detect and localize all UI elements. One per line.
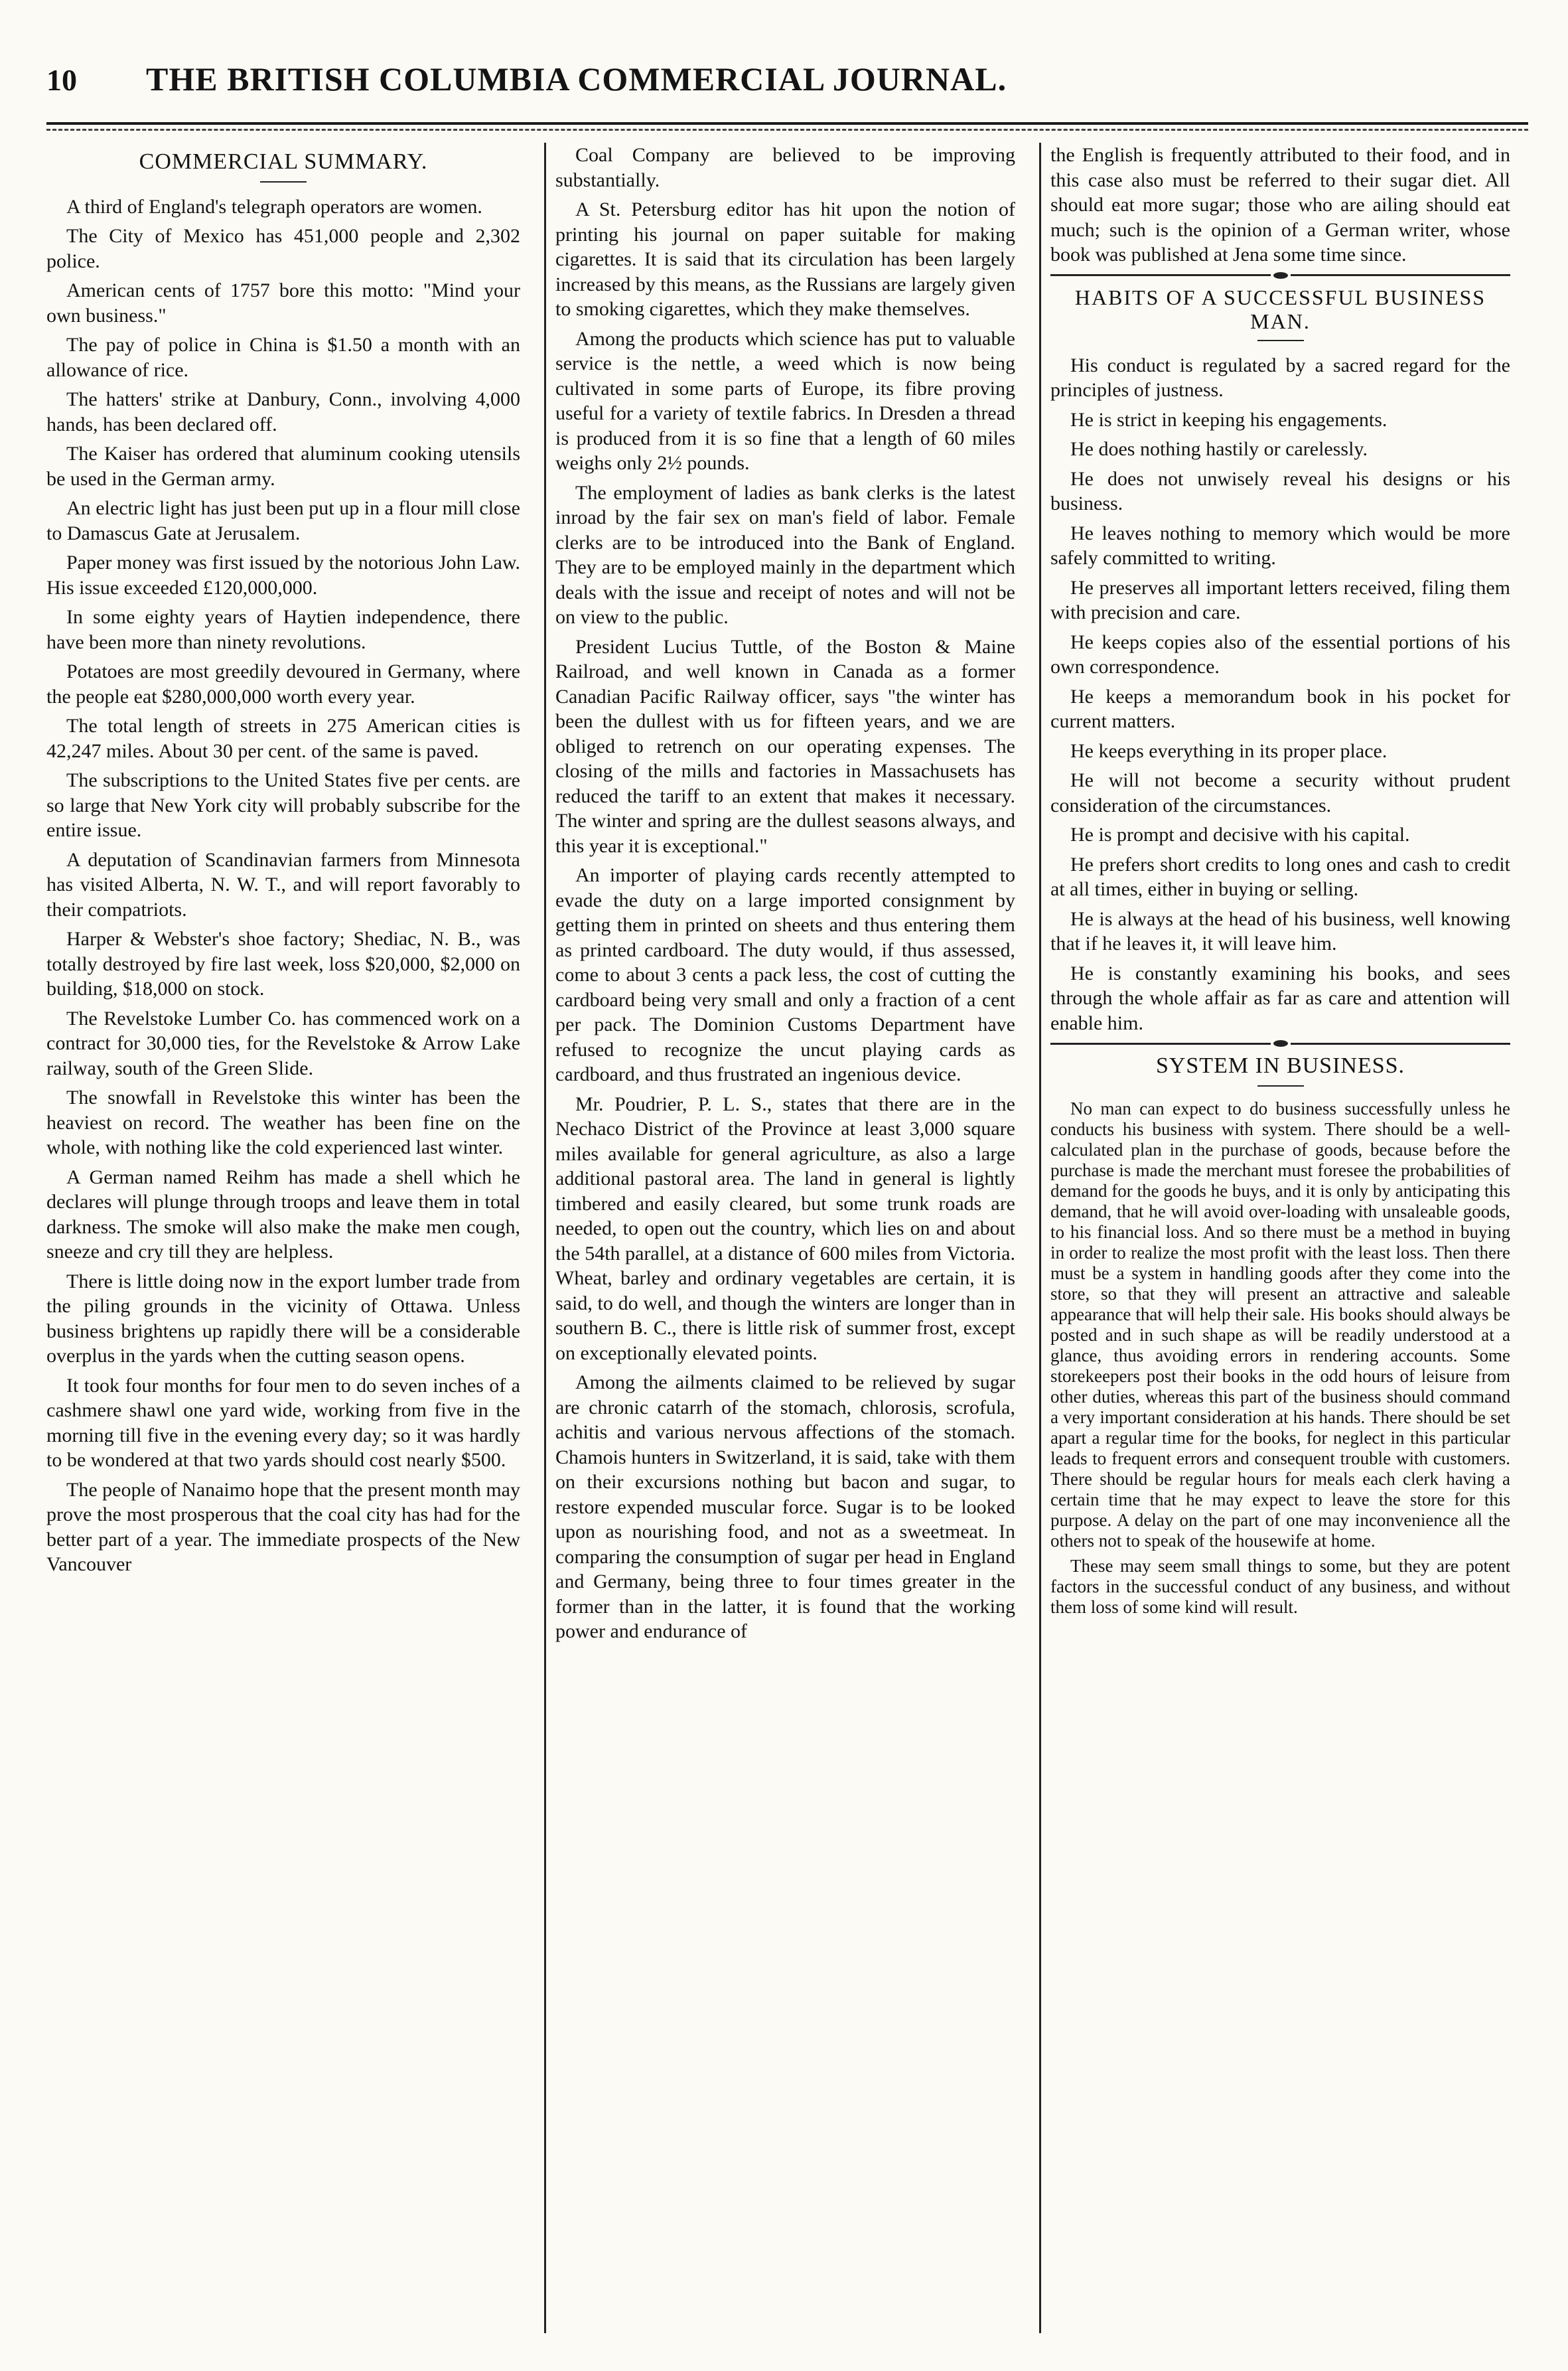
paragraph: He leaves nothing to memory which would be more safely committed to writing. bbox=[1050, 522, 1510, 569]
paragraph: The people of Nanaimo hope that the present month may prove the most prosperous that the coal city has had for the better part of a year. The immediate prospects of the New Vancouver bbox=[46, 1478, 520, 1575]
page-header bbox=[46, 60, 1528, 112]
header-rule bbox=[46, 122, 1528, 125]
paragraph: A German named Reihm has made a shell which he declares will plunge through troops and leave them in total darkness. The smoke will also make the make men cough, sneeze and cry till they are helpless. bbox=[46, 1166, 520, 1262]
column-3 bbox=[1039, 143, 1514, 2333]
page-number: 10 bbox=[46, 63, 77, 97]
heading-rule bbox=[260, 181, 307, 183]
paragraph: An electric light has just been put up in a flour mill close to Damascus Gate at Jerusalem. bbox=[46, 497, 520, 544]
paragraph: He is constantly examining his books, and sees through the whole affair as far as care and attention will enable him. bbox=[1050, 962, 1510, 1034]
paragraph: The Revelstoke Lumber Co. has commenced work on a contract for 30,000 ties, for the Revelstoke & Arrow Lake railway, south of the Green Slide. bbox=[46, 1007, 520, 1079]
paragraph: In some eighty years of Haytien independence, there have been more than ninety revolutions. bbox=[46, 606, 520, 653]
paragraph: The employment of ladies as bank clerks is the latest inroad by the fair sex on man's field of labor. Female clerks are to be introduced into the Bank of England. They are to be employed mainly in the department which deals with the issue and receipt of notes and will not be on view to the public. bbox=[555, 481, 1015, 628]
journal-title: THE BRITISH COLUMBIA COMMERCIAL JOURNAL. bbox=[146, 60, 1007, 98]
paragraph: The total length of streets in 275 American cities is 42,247 miles. About 30 per cent. of the same is paved. bbox=[46, 715, 520, 762]
paragraph: Among the ailments claimed to be relieved by sugar are chronic catarrh of the stomach, chlorosis, scrofula, achitis and various nervous affections of the stomach. Chamois hunters in Switzerland, it is said, take with them on their excursions nothing but bacon and sugar, to restore expended muscular force. Sugar is to be looked upon as nourishing food, and not as a sweetmeat. In comparing the consumption of sugar per head in England and Germany, being three to four times greater in the former than in the latter, it is found that the working power and endurance of bbox=[555, 1371, 1015, 1642]
commercial-summary-heading: COMMERCIAL SUMMARY. bbox=[139, 149, 428, 174]
habits-heading: HABITS OF A SUCCESSFUL BUSINESS MAN. bbox=[1074, 285, 1486, 333]
paragraph: He keeps a memorandum book in his pocket for current matters. bbox=[1050, 685, 1510, 732]
paragraph: The City of Mexico has 451,000 people and 2,302 police. bbox=[46, 225, 520, 272]
commercial-summary-items bbox=[46, 194, 520, 1577]
paragraph: The Kaiser has ordered that aluminum cooking utensils be used in the German army. bbox=[46, 443, 520, 490]
paragraph: An importer of playing cards recently attempted to evade the duty on a large imported consignment by getting them in printed on sheets and thus entering them as printed cardboard. The duty would, if thus assessed, come to about 3 cents a pack less, the cost of cutting the cardboard being very small and only a fraction of a cent per pack. The Dominion Customs Department have refused to recognize the uncut playing cards as cardboard, and thus frustrated an ingenious device. bbox=[555, 864, 1015, 1085]
paragraph: American cents of 1757 bore this motto: "Mind your own business." bbox=[46, 279, 520, 327]
system-heading: SYSTEM IN BUSINESS. bbox=[1155, 1053, 1405, 1078]
paragraph: Harper & Webster's shoe factory; Shediac, N. B., was totally destroyed by fire last week, loss $20,000, $2,000 on building, $18,000 on stock. bbox=[46, 928, 520, 1000]
heading-rule bbox=[1257, 1085, 1304, 1087]
system-items bbox=[1050, 1099, 1510, 1618]
heading-rule bbox=[1257, 340, 1304, 341]
paragraph: These may seem small things to some, but they are potent factors in the successful conduct of any business, and without them loss of some kind will result. bbox=[1050, 1555, 1510, 1617]
paragraph: Paper money was first issued by the notorious John Law. His issue exceeded £120,000,000. bbox=[46, 552, 520, 599]
paragraph: A third of England's telegraph operators are women. bbox=[66, 195, 482, 218]
paragraph: He is prompt and decisive with his capital. bbox=[1070, 824, 1410, 846]
section-divider bbox=[1050, 272, 1510, 279]
paragraph: He is always at the head of his business, well knowing that if he leaves it, it will leave him. bbox=[1050, 907, 1510, 955]
paragraph: A St. Petersburg editor has hit upon the notion of printing his journal on paper suitable for making cigarettes. It is said that its circulation has been largely increased by this means, as the Russians are largely given to smoking cigarettes, which they make themselves. bbox=[555, 198, 1015, 320]
paragraph: No man can expect to do business successfully unless he conducts his business with system. There should be a well-calculated plan in the purchase of goods, because before the purchase is made the merchant must foresee the probabilities of demand for the goods he buys, and it is only by anticipating this demand, that he will avoid over-loading with unsaleable goods, to his financial loss. And so there must be a method in buying in order to realize the most profit with the least loss. Then there must be a system in handling goods after they come into the store, so that they will present an attractive and saleable appearance that will help their sale. His books should always be posted and in such shape as will be readily understood at a glance, thus avoiding errors in rendering accounts. Some storekeepers post their books in the odd hours of leisure from other duties, whereas this part of the business should command a very important consideration at his hands. There should be set apart a regular time for the books, for neglect in this particular leads to frequent errors and consequent trouble with customers. There should be regular hours for meals each clerk having a certain time that he may expect to leave the store for this purpose. A delay on the part of one may inconvenience all the others not to speak of the housewife at home. bbox=[1050, 1098, 1510, 1551]
section-divider bbox=[1050, 1040, 1510, 1047]
paragraph: Potatoes are most greedily devoured in Germany, where the people eat $280,000,000 worth every year. bbox=[46, 660, 520, 708]
paragraph: Among the products which science has put to valuable service is the nettle, a weed which is now being cultivated in some parts of Europe, its fibre proving useful for a variety of textile fabrics. In Dresden a thread is produced from it is so fine that a length of 60 miles weighs only 2½ pounds. bbox=[555, 327, 1015, 474]
paragraph: It took four months for four men to do seven inches of a cashmere shawl one yard wide, working from five in the morning till five in the evening every day; so it was hardly to be wondered at that two yards should cost nearly $500. bbox=[46, 1374, 520, 1471]
paragraph: The subscriptions to the United States five per cents. are so large that New York city will probably subscribe for the entire issue. bbox=[46, 769, 520, 841]
paragraph: There is little doing now in the export lumber trade from the piling grounds in the vicinity of Ottawa. Unless business brightens up rapidly there will be a considerable overplus in the yards when the cutting season opens. bbox=[46, 1270, 520, 1367]
column-1 bbox=[46, 143, 524, 2333]
paragraph: A deputation of Scandinavian farmers from Minnesota has visited Alberta, N. W. T., and will report favorably to their compatriots. bbox=[46, 848, 520, 921]
article-columns bbox=[46, 143, 1528, 2333]
paragraph: He will not become a security without prudent consideration of the circumstances. bbox=[1050, 769, 1510, 816]
habits-items bbox=[1050, 353, 1510, 1036]
paragraph: The hatters' strike at Danbury, Conn., involving 4,000 hands, has been declared off. bbox=[46, 388, 520, 435]
paragraph: Mr. Poudrier, P. L. S., states that there are in the Nechaco District of the Province at least 3,000 square miles available for general agriculture, as also a large additional pastoral area. The land in general is lightly timbered and easily cleared, but some trunk roads are needed, to open out the country, which lies on and about the 54th parallel, at a distance of 600 miles from Victoria. Wheat, barley and ordinary vegetables are certain, it is said, to do well, and though the winters are longer than in southern B. C., there is little risk of summer frost, except on exceptionally elevated points. bbox=[555, 1093, 1015, 1364]
paragraph: The snowfall in Revelstoke this winter has been the heaviest on record. The weather has been fine on the whole, with nothing like the cold experienced last winter. bbox=[46, 1087, 520, 1158]
paragraph: Coal Company are believed to be improving substantially. bbox=[555, 144, 1015, 191]
paragraph: President Lucius Tuttle, of the Boston & Maine Railroad, and well known in Canada as a former Canadian Pacific Railway officer, says "the winter has been the dullest with us for fifteen years, and we are obliged to retrench on our operating expenses. The closing of the mills and factories in Massachusets has reduced the tariff to an extent that makes it necessary. The winter and spring are the dullest seasons always, and this year it is exceptional." bbox=[555, 635, 1015, 857]
paragraph: His conduct is regulated by a sacred regard for the principles of justness. bbox=[1050, 354, 1510, 401]
column-2 bbox=[544, 143, 1019, 2333]
header-dashed-rule bbox=[46, 129, 1528, 131]
paragraph: He prefers short credits to long ones and cash to credit at all times, either in buying or selling. bbox=[1050, 853, 1510, 900]
column-2-items bbox=[555, 143, 1015, 1644]
paragraph: He keeps copies also of the essential portions of his own correspondence. bbox=[1050, 631, 1510, 678]
sugar-article-continuation: the English is frequently attributed to their food, and in this case also must be referred to their sugar diet. All should eat more sugar; those who are ailing should eat much; such is the opinion of a German writer, whose book was published at Jena some time since. bbox=[1050, 144, 1510, 266]
paragraph: He does not unwisely reveal his designs or his business. bbox=[1050, 467, 1510, 514]
paragraph: He preserves all important letters received, filing them with precision and care. bbox=[1050, 576, 1510, 623]
paragraph: The pay of police in China is $1.50 a month with an allowance of rice. bbox=[46, 334, 520, 381]
paragraph: He does nothing hastily or carelessly. bbox=[1070, 438, 1368, 460]
paragraph: He keeps everything in its proper place. bbox=[1070, 739, 1388, 762]
paragraph: He is strict in keeping his engagements. bbox=[1070, 408, 1388, 431]
